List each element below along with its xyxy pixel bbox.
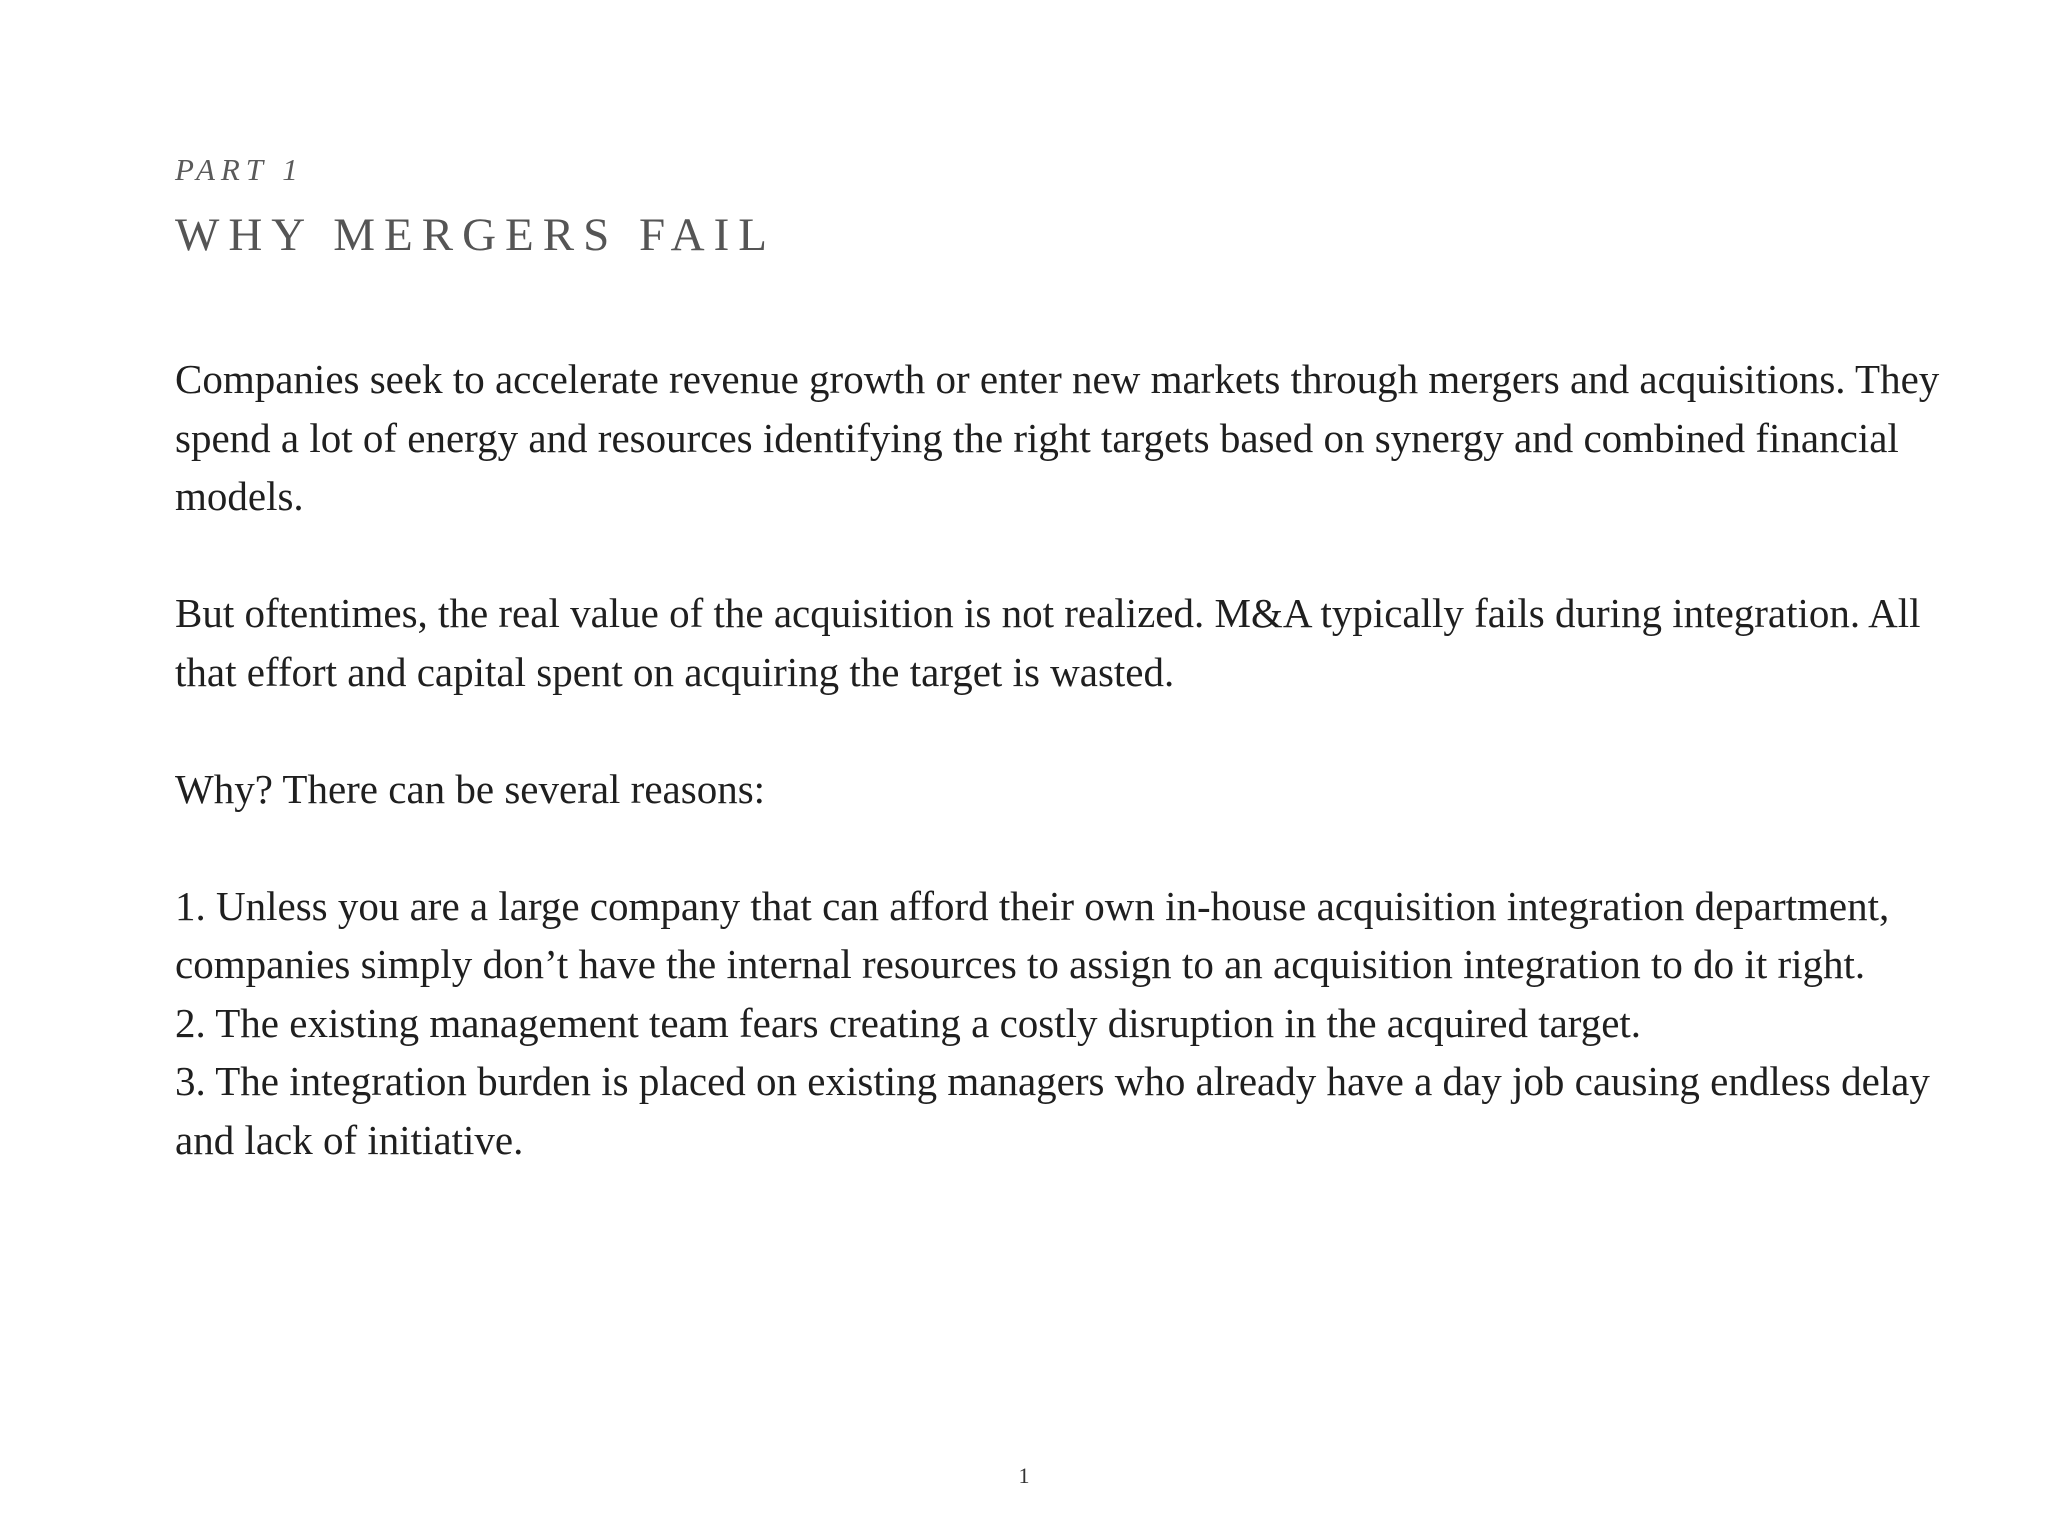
page-number: 1 (1018, 1463, 1030, 1488)
reason-item: 1. Unless you are a large company that can afford their own in-house acquisition integration department, companies simply don’t have the internal resources to assign to an acquisition integration to do it right. (175, 882, 1890, 987)
paragraph-reasons-lead: Why? There can be several reasons: (175, 765, 766, 812)
reason-item: 2. The existing management team fears creating a costly disruption in the acquired target. (175, 999, 1642, 1046)
chapter-title: WHY MERGERS FAIL (175, 209, 776, 261)
reason-item: 3. The integration burden is placed on existing managers who already have a day job causing endless delay and lack of initiative. (175, 1058, 1930, 1163)
paragraph-intro: Companies seek to accelerate revenue growth or enter new markets through mergers and acquisitions. They spend a lot of energy and resources identifying the right targets based on synergy and combined financial models. (175, 356, 1940, 519)
body-text (175, 350, 1975, 1169)
part-label: PART 1 (175, 152, 304, 187)
paragraph-integration-failure: But oftentimes, the real value of the acquisition is not realized. M&A typically fails during integration. All that effort and capital spent on acquiring the target is wasted. (175, 590, 1921, 695)
reasons-list (175, 877, 1975, 1170)
